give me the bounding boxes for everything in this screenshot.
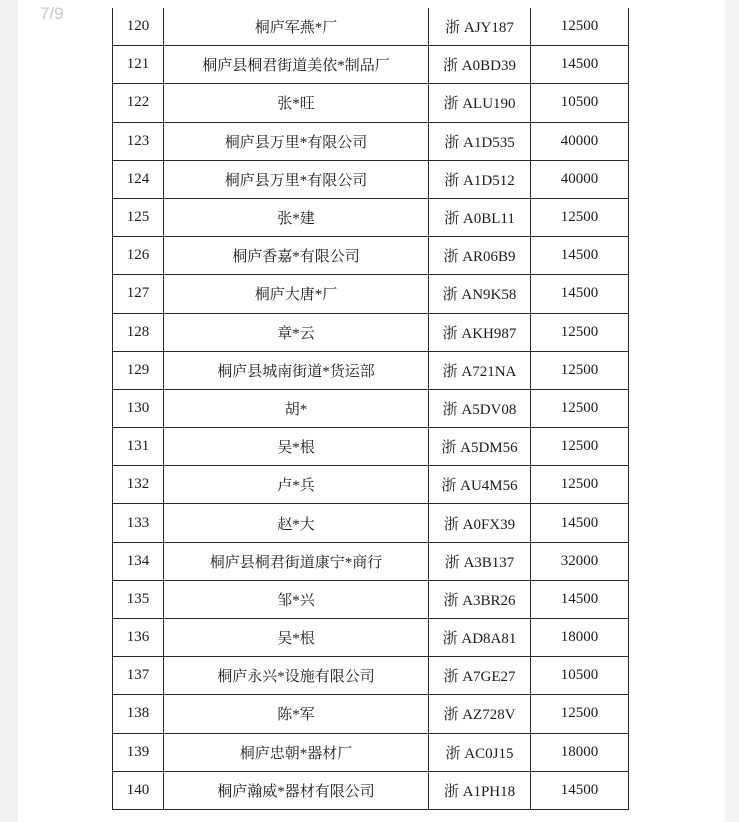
page-left-margin [0, 0, 18, 822]
owner-name-cell: 桐庐忠朝*器材厂 [164, 733, 429, 771]
row-number-cell: 137 [113, 657, 164, 695]
table-row [113, 351, 629, 389]
table-row [113, 466, 629, 504]
table-row [113, 657, 629, 695]
amount-cell: 14500 [531, 237, 629, 275]
plate-number-cell: 浙 A0FX39 [429, 504, 531, 542]
row-number-cell: 135 [113, 580, 164, 618]
table-row [113, 122, 629, 160]
table-row [113, 389, 629, 427]
table-row [113, 619, 629, 657]
owner-name-cell: 桐庐县城南街道*货运部 [164, 351, 429, 389]
row-number-cell: 139 [113, 733, 164, 771]
amount-cell: 40000 [531, 160, 629, 198]
amount-cell: 12500 [531, 198, 629, 236]
amount-cell: 14500 [531, 580, 629, 618]
row-number-cell: 134 [113, 542, 164, 580]
row-number-cell: 123 [113, 122, 164, 160]
table-row [113, 733, 629, 771]
row-number-cell: 140 [113, 771, 164, 809]
plate-number-cell: 浙 AR06B9 [429, 237, 531, 275]
owner-name-cell: 张*建 [164, 198, 429, 236]
amount-cell: 12500 [531, 8, 629, 46]
owner-name-cell: 张*旺 [164, 84, 429, 122]
owner-name-cell: 桐庐县万里*有限公司 [164, 160, 429, 198]
plate-number-cell: 浙 AKH987 [429, 313, 531, 351]
table-row [113, 198, 629, 236]
row-number-cell: 136 [113, 619, 164, 657]
amount-cell: 10500 [531, 84, 629, 122]
plate-number-cell: 浙 A1PH18 [429, 771, 531, 809]
table-row [113, 46, 629, 84]
plate-number-cell: 浙 A0BD39 [429, 46, 531, 84]
page-indicator: 7/9 [40, 4, 64, 23]
amount-cell: 12500 [531, 695, 629, 733]
owner-name-cell: 邹*兴 [164, 580, 429, 618]
row-number-cell: 138 [113, 695, 164, 733]
plate-number-cell: 浙 A3BR26 [429, 580, 531, 618]
row-number-cell: 122 [113, 84, 164, 122]
table-row [113, 580, 629, 618]
plate-number-cell: 浙 A3B137 [429, 542, 531, 580]
amount-cell: 10500 [531, 657, 629, 695]
amount-cell: 12500 [531, 313, 629, 351]
owner-name-cell: 桐庐县桐君街道康宁*商行 [164, 542, 429, 580]
amount-cell: 14500 [531, 275, 629, 313]
owner-name-cell: 桐庐永兴*设施有限公司 [164, 657, 429, 695]
plate-number-cell: 浙 A1D512 [429, 160, 531, 198]
table-row [113, 428, 629, 466]
owner-name-cell: 章*云 [164, 313, 429, 351]
row-number-cell: 133 [113, 504, 164, 542]
owner-name-cell: 胡* [164, 389, 429, 427]
table-row [113, 237, 629, 275]
owner-name-cell: 桐庐大唐*厂 [164, 275, 429, 313]
owner-name-cell: 吴*根 [164, 619, 429, 657]
row-number-cell: 120 [113, 8, 164, 46]
plate-number-cell: 浙 A0BL11 [429, 198, 531, 236]
table-row [113, 8, 629, 46]
row-number-cell: 129 [113, 351, 164, 389]
plate-number-cell: 浙 A721NA [429, 351, 531, 389]
plate-number-cell: 浙 AC0J15 [429, 733, 531, 771]
amount-cell: 14500 [531, 504, 629, 542]
amount-cell: 32000 [531, 542, 629, 580]
table-row [113, 504, 629, 542]
owner-name-cell: 陈*军 [164, 695, 429, 733]
plate-number-cell: 浙 AD8A81 [429, 619, 531, 657]
plate-number-cell: 浙 ALU190 [429, 84, 531, 122]
row-number-cell: 124 [113, 160, 164, 198]
table-row [113, 313, 629, 351]
owner-name-cell: 桐庐县万里*有限公司 [164, 122, 429, 160]
amount-cell: 12500 [531, 351, 629, 389]
table-row [113, 695, 629, 733]
plate-number-cell: 浙 AN9K58 [429, 275, 531, 313]
owner-name-cell: 桐庐香嘉*有限公司 [164, 237, 429, 275]
table-row [113, 771, 629, 809]
owner-name-cell: 桐庐军燕*厂 [164, 8, 429, 46]
owner-name-cell: 桐庐县桐君街道美依*制品厂 [164, 46, 429, 84]
table-row [113, 84, 629, 122]
row-number-cell: 121 [113, 46, 164, 84]
plate-number-cell: 浙 A7GE27 [429, 657, 531, 695]
amount-cell: 14500 [531, 46, 629, 84]
amount-cell: 18000 [531, 733, 629, 771]
row-number-cell: 126 [113, 237, 164, 275]
owner-name-cell: 吴*根 [164, 428, 429, 466]
amount-cell: 12500 [531, 389, 629, 427]
amount-cell: 18000 [531, 619, 629, 657]
row-number-cell: 131 [113, 428, 164, 466]
vehicle-subsidy-table [112, 8, 629, 810]
plate-number-cell: 浙 A5DM56 [429, 428, 531, 466]
owner-name-cell: 卢*兵 [164, 466, 429, 504]
plate-number-cell: 浙 AU4M56 [429, 466, 531, 504]
amount-cell: 40000 [531, 122, 629, 160]
amount-cell: 12500 [531, 466, 629, 504]
row-number-cell: 132 [113, 466, 164, 504]
amount-cell: 12500 [531, 428, 629, 466]
owner-name-cell: 桐庐瀚威*器材有限公司 [164, 771, 429, 809]
row-number-cell: 128 [113, 313, 164, 351]
row-number-cell: 130 [113, 389, 164, 427]
plate-number-cell: 浙 AJY187 [429, 8, 531, 46]
table-row [113, 542, 629, 580]
row-number-cell: 127 [113, 275, 164, 313]
owner-name-cell: 赵*大 [164, 504, 429, 542]
plate-number-cell: 浙 A5DV08 [429, 389, 531, 427]
page-right-margin [725, 0, 739, 822]
plate-number-cell: 浙 AZ728V [429, 695, 531, 733]
row-number-cell: 125 [113, 198, 164, 236]
table-row [113, 275, 629, 313]
amount-cell: 14500 [531, 771, 629, 809]
plate-number-cell: 浙 A1D535 [429, 122, 531, 160]
table-row [113, 160, 629, 198]
